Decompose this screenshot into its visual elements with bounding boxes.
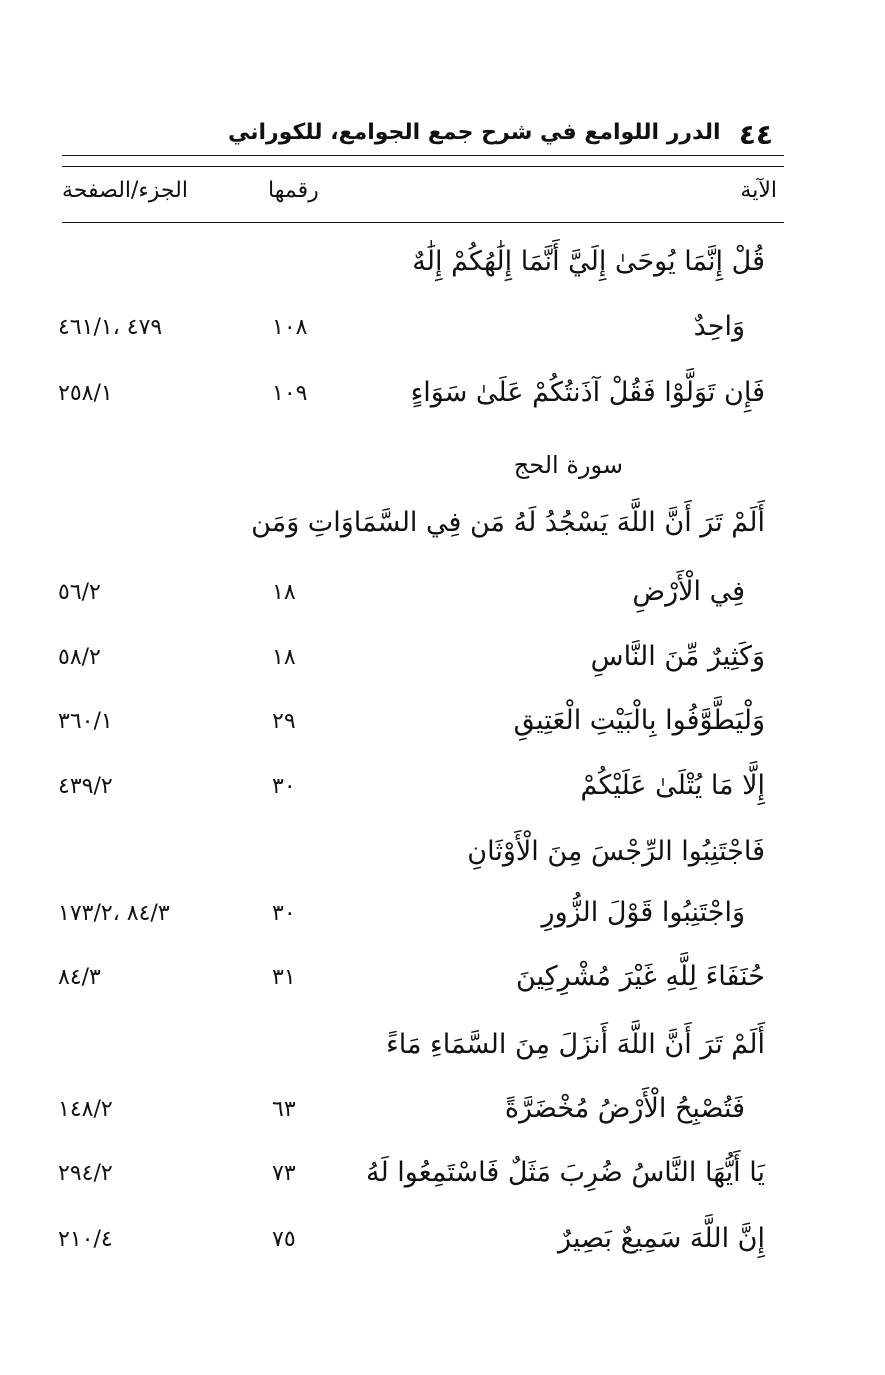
table-row (0, 1093, 885, 1143)
table-row (0, 836, 885, 886)
page-number: ٤٤ (738, 118, 773, 151)
volume-page-ref: ٤٧٩ ،٤٦١/١ (58, 315, 163, 340)
volume-page-ref: ٢٩٤/٢ (58, 1161, 113, 1186)
verse-text: إِلَّا مَا يُتْلَىٰ عَلَيْكُمْ (580, 770, 765, 801)
verse-text: قُلْ إِنَّمَا يُوحَىٰ إِلَيَّ أَنَّمَا إِلَٰهُكُمْ إِلَٰهٌ (412, 246, 765, 277)
volume-page-ref: ٤٣٩/٢ (58, 774, 113, 799)
table-row (0, 576, 885, 626)
verse-number: ٢٩ (272, 709, 296, 734)
verse-number: ٣١ (272, 965, 296, 990)
verse-text: فَاجْتَنِبُوا الرِّجْسَ مِنَ الْأَوْثَانِ (467, 836, 765, 867)
book-title: الدرر اللوامع في شرح جمع الجوامع، للكوراني (228, 120, 721, 145)
table-row (0, 770, 885, 820)
table-row (0, 1223, 885, 1273)
volume-page-ref: ٨٤/٣ ،١٧٣/٢ (58, 901, 170, 926)
verse-text: أَلَمْ تَرَ أَنَّ اللَّهَ يَسْجُدُ لَهُ مَن فِي السَّمَاوَاتِ وَمَن (251, 507, 765, 538)
verse-text: وَاحِدٌ (693, 311, 745, 342)
verse-number: ١٨ (272, 580, 296, 605)
table-row (0, 311, 885, 361)
column-header-reference: الجزء/الصفحة (62, 178, 188, 203)
volume-page-ref: ٢٥٨/١ (58, 381, 113, 406)
surah-heading: سورة الحج (513, 451, 623, 479)
verse-number: ١٠٩ (272, 381, 308, 406)
volume-page-ref: ٣٦٠/١ (58, 709, 113, 734)
table-row (0, 897, 885, 947)
volume-page-ref: ١٤٨/٢ (58, 1097, 113, 1122)
verse-number: ٧٥ (272, 1227, 296, 1252)
table-row (0, 246, 885, 296)
verse-text: حُنَفَاءَ لِلَّهِ غَيْرَ مُشْرِكِينَ (516, 961, 765, 992)
volume-page-ref: ٨٤/٣ (58, 965, 101, 990)
volume-page-ref: ٥٦/٢ (58, 580, 101, 605)
surah-heading-row (0, 451, 885, 501)
verse-number: ٧٣ (272, 1161, 296, 1186)
column-header-verse: الآية (740, 178, 777, 203)
verse-text: فِي الْأَرْضِ (632, 576, 745, 607)
table-row (0, 961, 885, 1011)
verse-number: ١٨ (272, 645, 296, 670)
table-row (0, 1157, 885, 1207)
verse-number: ٦٣ (272, 1097, 296, 1122)
verse-text: يَا أَيُّهَا النَّاسُ ضُرِبَ مَثَلٌ فَاسْتَمِعُوا لَهُ (366, 1157, 765, 1188)
verse-text: أَلَمْ تَرَ أَنَّ اللَّهَ أَنزَلَ مِنَ السَّمَاءِ مَاءً (386, 1029, 765, 1060)
table-row (0, 705, 885, 755)
verse-text: وَاجْتَنِبُوا قَوْلَ الزُّورِ (541, 897, 745, 928)
verse-text: وَكَثِيرٌ مِّنَ النَّاسِ (590, 641, 765, 672)
table-row (0, 1029, 885, 1079)
verse-text: إِنَّ اللَّهَ سَمِيعٌ بَصِيرٌ (558, 1223, 765, 1254)
verse-number: ٣٠ (272, 901, 296, 926)
verse-text: وَلْيَطَّوَّفُوا بِالْبَيْتِ الْعَتِيقِ (513, 705, 765, 736)
volume-page-ref: ٥٨/٢ (58, 645, 101, 670)
verse-text: فَإِن تَوَلَّوْا فَقُلْ آذَنتُكُمْ عَلَىٰ سَوَاءٍ (410, 377, 765, 408)
column-header-number: رقمها (268, 178, 319, 203)
table-row (0, 377, 885, 427)
verse-number: ١٠٨ (272, 315, 308, 340)
volume-page-ref: ٢١٠/٤ (58, 1227, 113, 1252)
verse-text: فَتُصْبِحُ الْأَرْضُ مُخْضَرَّةً (504, 1093, 745, 1124)
table-row (0, 641, 885, 691)
verse-number: ٣٠ (272, 774, 296, 799)
table-row (0, 507, 885, 557)
